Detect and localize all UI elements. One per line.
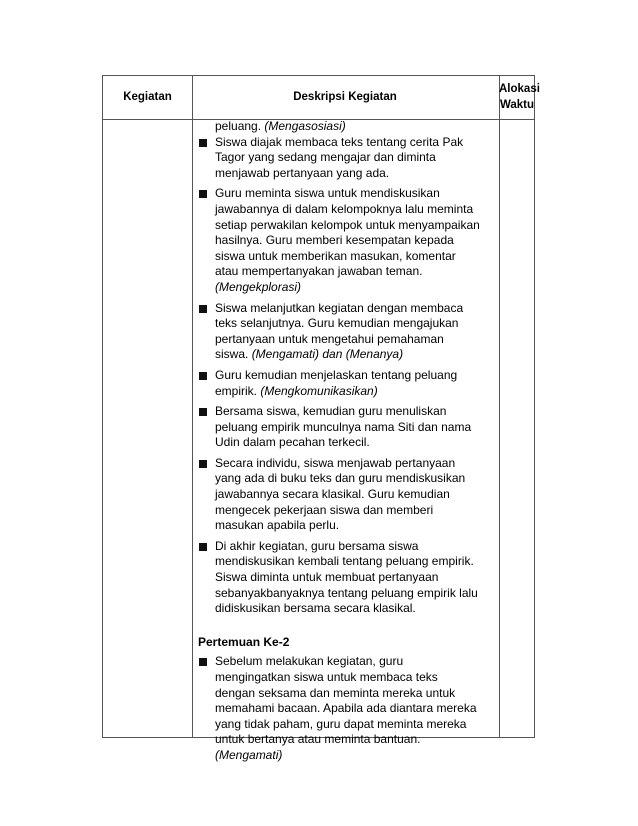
item-line: untuk bertanya atau meminta bantuan. xyxy=(215,732,421,747)
item-line: memahami bacaan. Apabila ada diantara mereka xyxy=(215,701,477,716)
item-line: mengingatkan siswa untuk membaca teks xyxy=(215,670,438,684)
item-tag-line xyxy=(215,347,498,363)
item-line: Di akhir kegiatan, guru bersama siswa xyxy=(215,538,419,553)
item-line: Guru meminta siswa untuk mendiskusikan xyxy=(215,186,440,201)
item-line: pertanyaan untuk mengetahui pemahaman xyxy=(215,331,444,346)
item-line: menjawab pertanyaan yang ada. xyxy=(215,165,390,180)
item-line: teks selanjutnya. Guru kemudian mengajukan xyxy=(215,316,459,331)
activity-tag: (Mengamati) dan (Menanya) xyxy=(251,347,404,362)
item-line: atau mempertanyakan jawaban teman. xyxy=(215,264,423,279)
list-item xyxy=(192,301,498,363)
item-line: peluang empirik munculnya nama Siti dan nama xyxy=(215,419,472,434)
item-line: sebanyakbanyaknya tentang peluang empirik lalu xyxy=(215,585,478,600)
activity-tag: (Mengamati) xyxy=(215,747,283,762)
list-item xyxy=(192,539,498,617)
item-line: mendiskusikan kembali tentang peluang empirik. xyxy=(215,554,474,569)
item-line: didiskusikan bersama secara klasikal. xyxy=(215,601,416,616)
continuation-text xyxy=(215,119,498,135)
item-line: jawabannya secara klasikal. Guru kemudian xyxy=(215,487,450,502)
item-tag-line xyxy=(215,280,498,296)
item-line: Sebelum melakukan kegiatan, guru xyxy=(215,654,404,669)
item-line: Udin dalam pecahan terkecil. xyxy=(215,435,370,450)
item-line: yang tidak paham, guru dapat meminta mereka xyxy=(215,716,467,731)
activity-tag: (Mengekplorasi) xyxy=(215,279,302,294)
item-line: Siswa diajak membaca teks tentang cerita Pak xyxy=(215,134,464,149)
square-bullet-icon xyxy=(199,190,207,198)
list-item xyxy=(192,654,498,763)
list-item xyxy=(192,186,498,295)
header-alokasi-waktu xyxy=(499,81,540,113)
square-bullet-icon xyxy=(199,372,207,380)
item-line: Siswa diminta untuk membuat pertanyaan xyxy=(215,570,439,585)
item-line: yang ada di buku teks dan guru mendiskusikan xyxy=(215,471,466,486)
list-item xyxy=(192,368,498,399)
square-bullet-icon xyxy=(199,543,207,551)
square-bullet-icon xyxy=(199,139,207,147)
item-line: Siswa melanjutkan kegiatan dengan membaca xyxy=(215,300,464,315)
item-line-lead: empirik. xyxy=(215,383,261,398)
square-bullet-icon xyxy=(199,658,207,666)
column-divider xyxy=(499,76,500,737)
activity-tag: (Mengkomunikasikan) xyxy=(260,383,378,398)
item-line: Bersama siswa, kemudian guru menuliskan xyxy=(215,404,447,419)
item-line-lead: siswa. xyxy=(215,347,252,362)
activity-list xyxy=(192,135,498,617)
item-line: jawabannya di dalam kelompoknya lalu meminta xyxy=(215,201,474,216)
item-line: mengecek pekerjaan siswa dan memberi xyxy=(215,502,434,517)
list-item xyxy=(192,456,498,534)
square-bullet-icon xyxy=(199,460,207,468)
continuation-body: peluang. xyxy=(215,119,265,133)
item-tag-line xyxy=(215,384,498,400)
item-line: Guru kemudian menjelaskan tentang peluang xyxy=(215,367,458,382)
section-activity-list xyxy=(192,654,498,763)
header-alokasi-line: Alokasi xyxy=(499,83,540,95)
item-line: hasilnya. Guru memberi kesempatan kepada xyxy=(215,233,454,248)
continuation-tag: (Mengasosiasi) xyxy=(264,119,346,133)
item-line: masukan apabila perlu. xyxy=(215,518,340,533)
square-bullet-icon xyxy=(199,408,207,416)
activity-description xyxy=(192,119,498,764)
square-bullet-icon xyxy=(199,305,207,313)
item-tag-line xyxy=(215,748,498,764)
item-line: Secara individu, siswa menjawab pertanyaan xyxy=(215,455,456,470)
header-kegiatan: Kegiatan xyxy=(123,91,172,103)
item-line: siswa untuk memberikan masukan, komentar xyxy=(215,248,456,263)
item-line: dengan seksama dan meminta mereka untuk xyxy=(215,685,456,700)
item-line: setiap perwakilan kelompok untuk menyampaikan xyxy=(215,217,480,232)
header-waktu-line: Waktu xyxy=(499,99,535,111)
section-title: Pertemuan Ke-2 xyxy=(198,634,290,649)
header-deskripsi: Deskripsi Kegiatan xyxy=(293,91,397,103)
list-item xyxy=(192,404,498,451)
item-line: Tagor yang sedang mengajar dan diminta xyxy=(215,150,436,165)
list-item xyxy=(192,135,498,182)
